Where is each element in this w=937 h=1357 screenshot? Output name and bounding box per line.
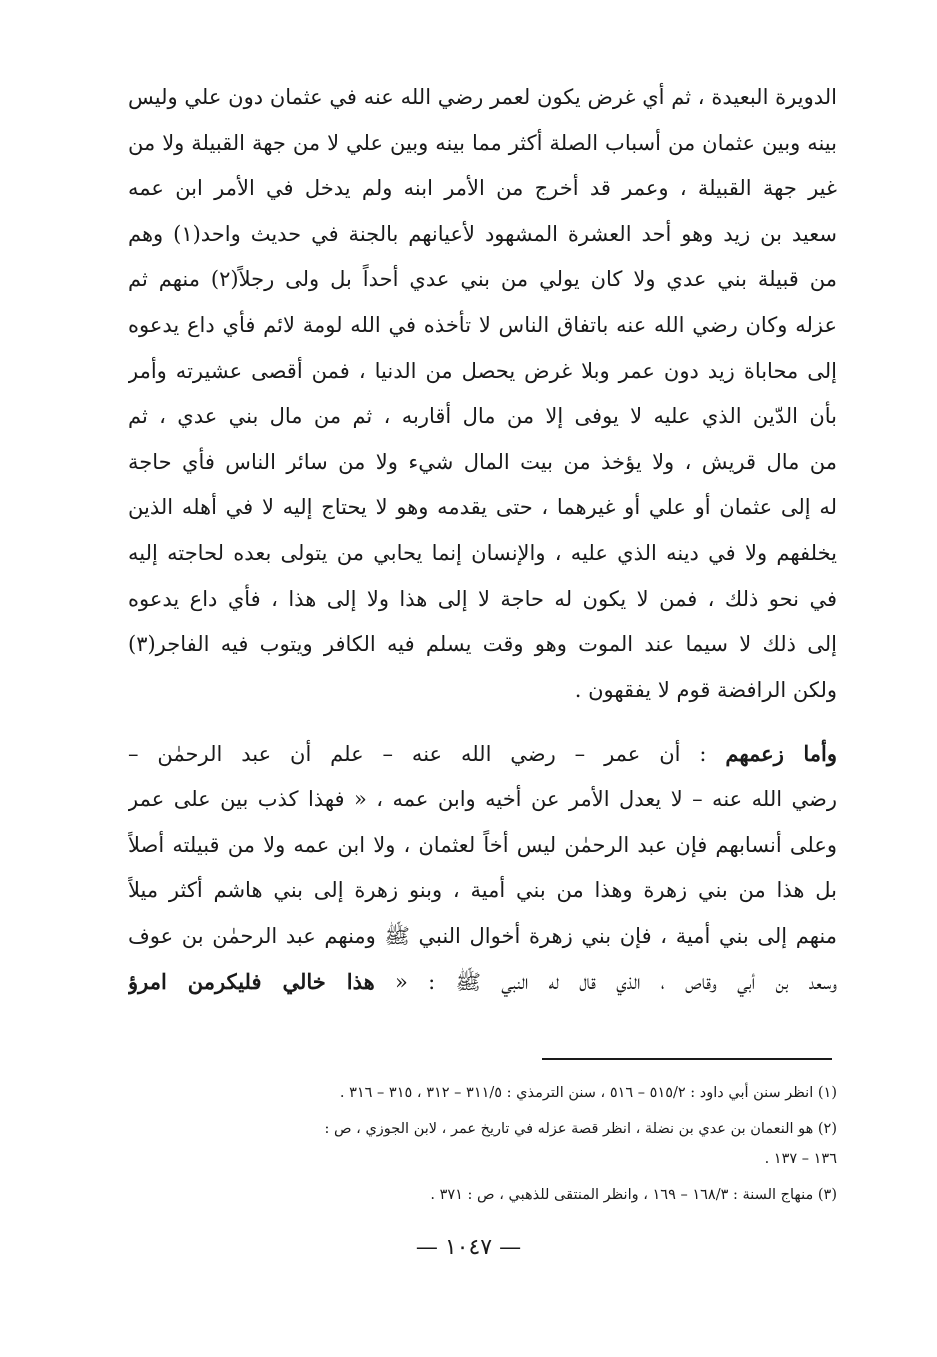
text-line: بأن الدّين الذي عليه لا يوفى إلا من مال أقاربه ، ثم من مال بني عدي ، ثم	[128, 404, 837, 429]
main-text	[128, 75, 837, 1005]
footnote-2: (٢) هو النعمان بن عدي بن نضلة ، انظر قصة عزله في تاريخ عمر ، لابن الجوزي ، ص :	[324, 1121, 837, 1137]
footnote-3: (٣) منهاج السنة : ١٦٨/٣ – ١٦٩ ، وانظر المنتقى للذهبي ، ص : ٣٧١ .	[430, 1187, 837, 1203]
footnotes	[128, 1078, 837, 1210]
text-line	[128, 731, 837, 777]
footnote-1: (١) انظر سنن أبي داود : ٥١٥/٢ – ٥١٦ ، سنن الترمذي : ٣١١/٥ – ٣١٢ ، ٣١٥ – ٣١٦ .	[339, 1085, 837, 1101]
text-line: ولكن الرافضة قوم لا يفقهون .	[574, 677, 837, 702]
paragraph-2	[128, 731, 837, 1005]
text-line: منهم إلى بني أمية ، فإن بني زهرة أخوال النبي ﷺ ومنهم عبد الرحمٰن بن عوف	[128, 923, 837, 948]
text-line: من قبيلة بني عدي ولا كان يولي من بني عدي أحداً بل ولى رجلاً(٢) منهم ثم	[128, 267, 837, 292]
text-line: سعيد بن زيد وهو أحد العشرة المشهود لأعيانهم بالجنة في حديث واحد(١) وهم	[128, 221, 837, 246]
text-line: في نحو ذلك ، فمن لا يكون له حاجة لا إلى هذا ولا إلى هذا ، فأي داع يدعوه	[128, 586, 837, 611]
text-line: رضي الله عنه – لا يعدل الأمر عن أخيه وابن عمه ، « فهذا كذب بين على عمر	[128, 786, 837, 811]
hadith-quote: هذا خالي فليكرمن امرؤ	[128, 969, 375, 995]
page-number: — ١٠٤٧ —	[415, 1235, 522, 1260]
text-line: وعلى أنسابهم فإن عبد الرحمٰن ليس أخاً لعثمان ، ولا ابن عمه ولا من قبيلته أصلاً	[128, 832, 837, 857]
footnote-2-continued: ١٣٦ – ١٣٧ .	[764, 1151, 837, 1167]
footnote-separator	[542, 1058, 832, 1060]
text-segment: : أن عمر – رضي الله عنه – علم أن عبد الرحمٰن –	[128, 742, 726, 767]
text-line: يخلفهم ولا في دينه الذي عليه ، والإنسان إنما يحابي من يتولى بعده لحاجته إليه	[128, 540, 837, 565]
text-line: له إلى عثمان أو علي أو غيرهما ، حتى يقدمه وهو لا يحتاج إليه لا في أهله الذين	[128, 495, 837, 520]
paragraph-1	[128, 75, 837, 713]
text-line: عزله وكان رضي الله عنه باتفاق الناس لا تأخذه في الله لومة لائم فأي داع يدعوه	[128, 312, 837, 337]
text-line: بينه وبين عثمان من أسباب الصلة أكثر مما بينه وبين علي لا من جهة القبيلة ولا من	[128, 130, 837, 155]
text-line: من مال قريش ، ولا يؤخذ من بيت المال شيء ولا من سائر الناس فأي حاجة	[128, 449, 837, 474]
paragraph-lead: وأما زعمهم	[725, 741, 837, 767]
text-line: الدويرة البعيدة ، ثم أي غرض يكون لعمر رضي الله عنه في عثمان دون علي وليس	[128, 85, 837, 109]
text-segment: وسعد بن أبي وقاص ، الذي قال له النبي ﷺ : «	[374, 970, 837, 995]
text-line: غير جهة القبيلة ، وعمر قد أخرج من الأمر ابنه ولم يدخل في الأمر ابن عمه	[128, 176, 837, 201]
text-line: بل هذا من بني زهرة وهذا من بني أمية ، وبنو زهرة إلى بني هاشم أكثر ميلاً	[128, 878, 837, 903]
text-line	[128, 959, 837, 1005]
text-line: إلى محاباة زيد دون عمر وبلا غرض يحصل من الدنيا ، فمن أقصى عشيرته وأمر	[128, 358, 837, 383]
text-line: إلى ذلك لا سيما عند الموت وهو وقت يسلم فيه الكافر ويتوب فيه الفاجر(٣)	[128, 632, 837, 657]
